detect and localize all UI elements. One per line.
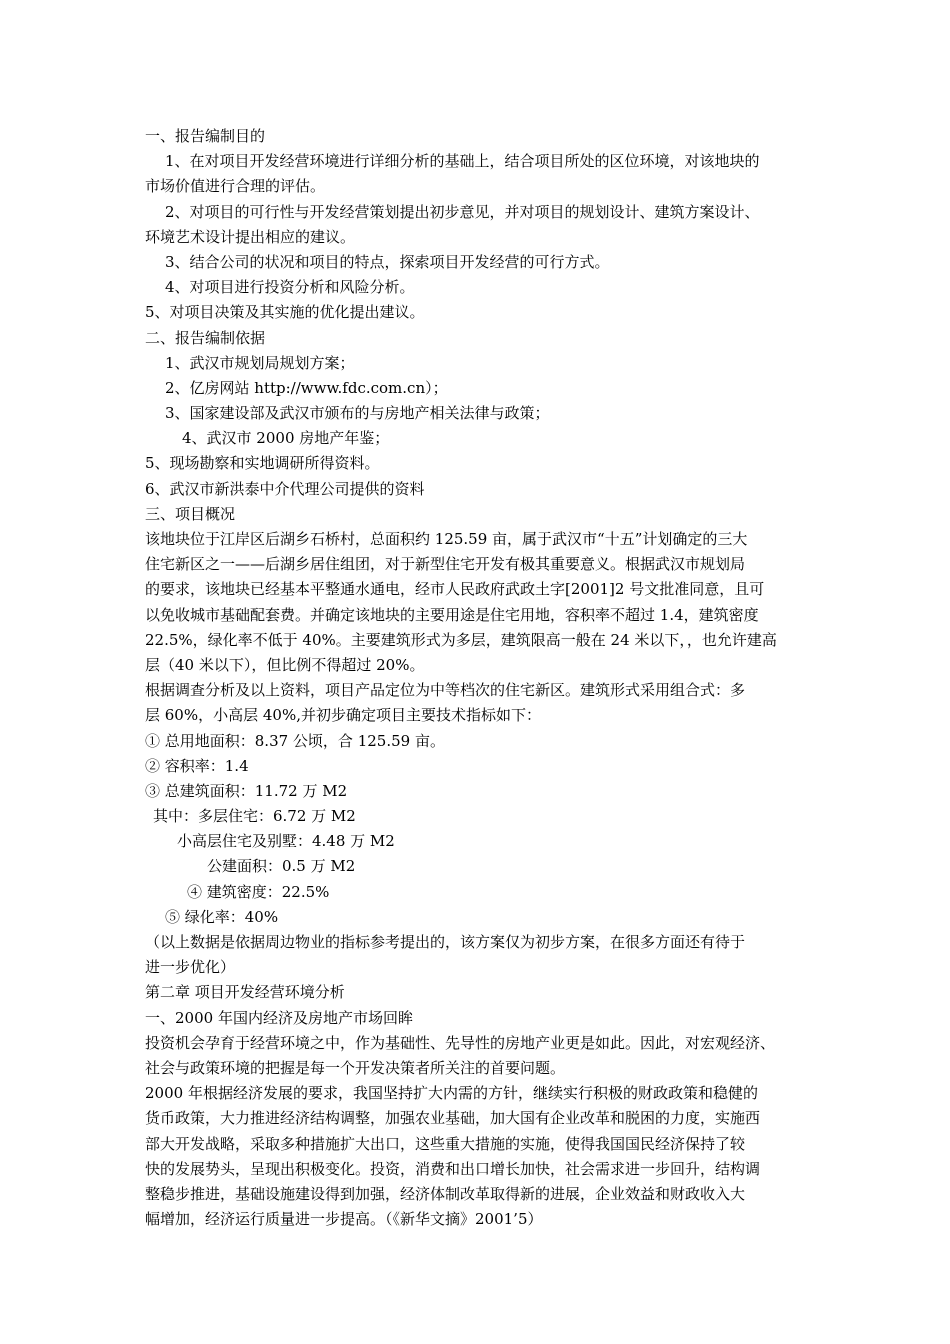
text-line: （以上数据是依据周边物业的指标参考提出的，该方案仅为初步方案，在很多方面还有待于 — [145, 933, 746, 951]
text-line: 3、结合公司的状况和项目的特点，探索项目开发经营的可行方式。 — [165, 252, 610, 271]
text-line: 的要求，该地块已经基本平整通水通电，经市人民政府武政土字[2001]2 号文批准同意，且可 — [145, 580, 765, 599]
text-line: 层（40 米以下），但比例不得超过 20%。 — [145, 655, 425, 674]
text-line: 6、武汉市新洪泰中介代理公司提供的资料 — [145, 479, 425, 498]
indicator-line: ① 总用地面积：8.37 公顷，合 125.59 亩。 — [145, 731, 445, 750]
text-line: 环境艺术设计提出相应的建议。 — [145, 227, 356, 246]
indicator-line: ⑤ 绿化率：40% — [165, 907, 279, 926]
text-line: 1、在对项目开发经营环境进行详细分析的基础上，结合项目所处的区位环境，对该地块的 — [165, 152, 760, 171]
indicator-line: 公建面积：0.5 万 M2 — [207, 857, 356, 876]
text-line: 5、现场勘察和实地调研所得资料。 — [145, 454, 380, 473]
text-line: 以免收城市基础配套费。并确定该地块的主要用途是住宅用地，容积率不超过 1.4，建筑密度 — [145, 605, 759, 624]
text-line: 2、对项目的可行性与开发经营策划提出初步意见，并对项目的规划设计、建筑方案设计、 — [165, 202, 760, 221]
text-line: 3、国家建设部及武汉市颁布的与房地产相关法律与政策； — [165, 404, 550, 423]
text-line: 快的发展势头，呈现出积极变化。投资，消费和出口增长加快，社会需求进一步回升，结构调 — [145, 1159, 761, 1178]
indicator-line: ② 容积率：1.4 — [145, 756, 249, 775]
text-line: 4、武汉市 2000 房地产年鉴； — [182, 429, 390, 448]
text-line: 2000 年根据经济发展的要求，我国坚持扩大内需的方针，继续实行积极的财政政策和稳健的 — [145, 1084, 758, 1103]
indicator-line: ③ 总建筑面积：11.72 万 M2 — [145, 781, 348, 800]
section-heading: 三、项目概况 — [145, 504, 236, 523]
text-line: 社会与政策环境的把握是每一个开发决策者所关注的首要问题。 — [145, 1058, 566, 1077]
text-line: 货币政策，大力推进经济结构调整，加强农业基础，加大国有企业改革和脱困的力度，实施西 — [145, 1109, 761, 1128]
text-line: 部大开发战略，采取多种措施扩大出口，这些重大措施的实施，使得我国国民经济保持了较 — [145, 1134, 746, 1153]
text-line: 住宅新区之一——后湖乡居住组团，对于新型住宅开发有极其重要意义。根据武汉市规划局 — [145, 555, 746, 574]
indicator-line: ④ 建筑密度：22.5% — [187, 882, 330, 901]
text-line: 进一步优化） — [145, 958, 236, 977]
text-line: 5、对项目决策及其实施的优化提出建议。 — [145, 303, 425, 322]
text-line: 层 60%，小高层 40%,并初步确定项目主要技术指标如下： — [145, 706, 541, 725]
text-line: 根据调查分析及以上资料，项目产品定位为中等档次的住宅新区。建筑形式采用组合式：多 — [145, 681, 746, 700]
document-body — [145, 124, 810, 1232]
text-line: 幅增加，经济运行质量进一步提高。（《新华文摘》2001’5） — [145, 1210, 543, 1229]
text-line: 市场价值进行合理的评估。 — [145, 177, 326, 196]
text-line: 2、亿房网站 http://www.fdc.com.cn）； — [165, 378, 448, 397]
text-line: 4、对项目进行投资分析和风险分析。 — [165, 278, 415, 297]
indicator-line: 其中：多层住宅：6.72 万 M2 — [153, 807, 356, 826]
text-line: 22.5%，绿化率不低于 40%。主要建筑形式为多层，建筑限高一般在 24 米以下，，也允许建高 — [145, 630, 777, 649]
text-line: 投资机会孕育于经营环境之中，作为基础性、先导性的房地产业更是如此。因此，对宏观经济、 — [145, 1033, 776, 1052]
section-heading: 一、2000 年国内经济及房地产市场回眸 — [145, 1008, 413, 1027]
text-line: 整稳步推进，基础设施建设得到加强，经济体制改革取得新的进展，企业效益和财政收入大 — [145, 1184, 746, 1203]
text-line: 该地块位于江岸区后湖乡石桥村，总面积约 125.59 亩，属于武汉市“十五”计划确定的三大 — [145, 530, 748, 548]
section-heading: 一、报告编制目的 — [145, 127, 266, 145]
text-line: 1、武汉市规划局规划方案； — [165, 353, 355, 372]
indicator-line: 小高层住宅及别墅：4.48 万 M2 — [177, 832, 395, 851]
section-heading: 二、报告编制依据 — [145, 328, 266, 347]
chapter-heading: 第二章 项目开发经营环境分析 — [145, 983, 345, 1002]
